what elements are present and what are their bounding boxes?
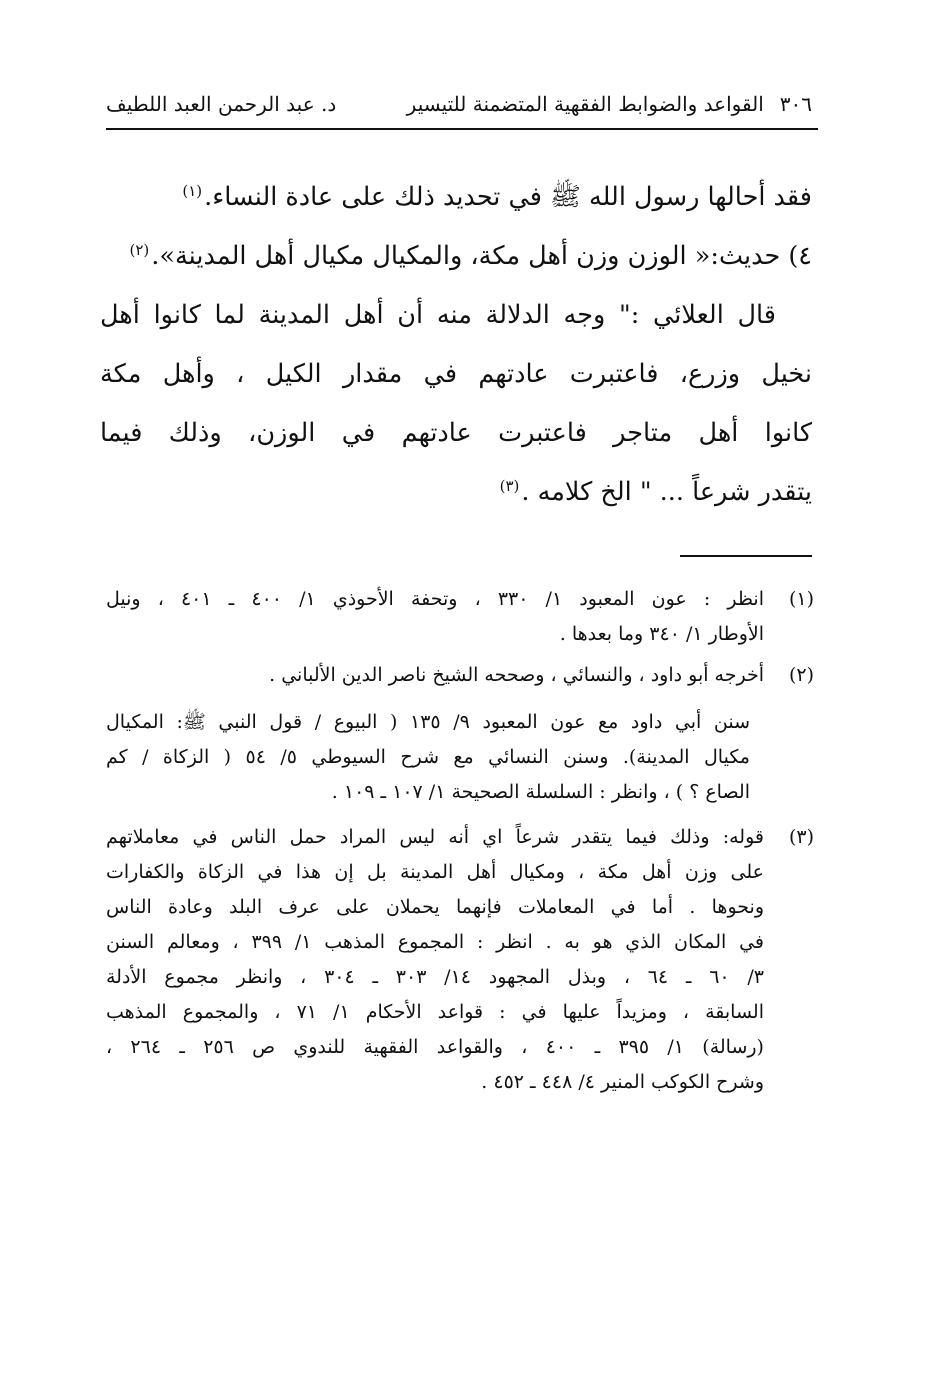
book-title: القواعد والضوابط الفقهية المتضمنة للتيسير bbox=[406, 92, 764, 116]
footnote-line: مكيال المدينة). وسنن النسائي مع شرح السيوطي ٥/ ٥٤ ( الزكاة / كم bbox=[106, 746, 750, 768]
main-line bbox=[100, 463, 812, 522]
footnotes bbox=[106, 582, 814, 1100]
footnote-line: ونحوها . أما في المعاملات فإنهما يحملان على عرف البلد وعادة الناس bbox=[106, 896, 764, 918]
main-line: كانوا أهل متاجر فاعتبرت عادتهم في الوزن، وذلك فيما bbox=[100, 418, 812, 448]
footnote-number: (٢) bbox=[788, 664, 814, 686]
header-right-group bbox=[407, 92, 812, 116]
footnote-line: (رسالة) ١/ ٣٩٥ ـ ٤٠٠ ، والقواعد الفقهية للندوي ص ٢٥٦ ـ ٢٦٤ ، bbox=[106, 1036, 764, 1058]
spacer bbox=[106, 693, 764, 705]
footnote-line: سنن أبي داود مع عون المعبود ٩/ ١٣٥ ( البيوع / قول النبي ﷺ: المكيال bbox=[106, 711, 750, 733]
main-line bbox=[100, 227, 812, 286]
footnote-line: الأوطار ١/ ٣٤٠ وما بعدها . bbox=[559, 623, 764, 645]
footnote-ref: (٢) bbox=[129, 240, 150, 259]
main-line bbox=[100, 168, 812, 227]
footnote-ref: (١) bbox=[182, 181, 203, 200]
footnote-3 bbox=[106, 820, 814, 1100]
footnote-line: الصاع ؟ ) ، وانظر : السلسلة الصحيحة ١/ ١٠٧ ـ ١٠٩ . bbox=[331, 781, 750, 803]
footnote-line: في المكان الذي هو به . انظر : المجموع المذهب ١/ ٣٩٩ ، ومعالم السنن bbox=[106, 931, 764, 953]
footnote-number: (٣) bbox=[788, 826, 814, 848]
footnote-line: انظر : عون المعبود ١/ ٣٣٠ ، وتحفة الأحوذي ١/ ٤٠٠ ـ ٤٠١ ، ونيل bbox=[106, 588, 764, 610]
footnote-line: قوله: وذلك فيما يتقدر شرعاً اي أنه ليس المراد حمل الناس في معاملاتهم bbox=[106, 826, 764, 848]
footnote-line: ٣/ ٦٠ ـ ٦٤ ، وبذل المجهود ١٤/ ٣٠٣ ـ ٣٠٤ ، وانظر مجموع الأدلة bbox=[106, 966, 764, 988]
main-line-text: يتقدر شرعاً ... " الخ كلامه . bbox=[521, 477, 812, 507]
page-number: ٣٠٦ bbox=[779, 92, 812, 116]
main-line: قال العلائي :" وجه الدلالة منه أن أهل المدينة لما كانوا أهل bbox=[100, 300, 776, 330]
main-text bbox=[100, 168, 812, 522]
main-line-text: فقد أحالها رسول الله ﷺ في تحديد ذلك على عادة النساء. bbox=[204, 182, 812, 212]
footnote-divider bbox=[680, 555, 812, 557]
footnote-line: وشرح الكوكب المنير ٤/ ٤٤٨ ـ ٤٥٢ . bbox=[481, 1071, 764, 1093]
header-divider bbox=[106, 128, 818, 130]
footnote-number: (١) bbox=[788, 588, 814, 610]
footnote-1 bbox=[106, 582, 814, 652]
spacer bbox=[106, 810, 814, 820]
footnote-ref: (٣) bbox=[499, 476, 520, 495]
footnote-line: أخرجه أبو داود ، والنسائي ، وصححه الشيخ ناصر الدين الألباني . bbox=[269, 664, 764, 686]
footnote-line: على وزن أهل مكة ، ومكيال أهل المدينة بل إن هذا في الزكاة والكفارات bbox=[106, 861, 764, 883]
footnote-2 bbox=[106, 658, 814, 810]
main-line-text: ٤) حديث:« الوزن وزن أهل مكة، والمكيال مكيال أهل المدينة». bbox=[151, 241, 812, 271]
footnote-line: السابقة ، ومزيداً عليها في : قواعد الأحكام ١/ ٧١ ، والمجموع المذهب bbox=[106, 1001, 764, 1023]
running-header bbox=[106, 84, 812, 124]
author-name: د. عبد الرحمن العبد اللطيف bbox=[106, 92, 337, 116]
main-line: نخيل وزرع، فاعتبرت عادتهم في مقدار الكيل ، وأهل مكة bbox=[100, 359, 812, 389]
